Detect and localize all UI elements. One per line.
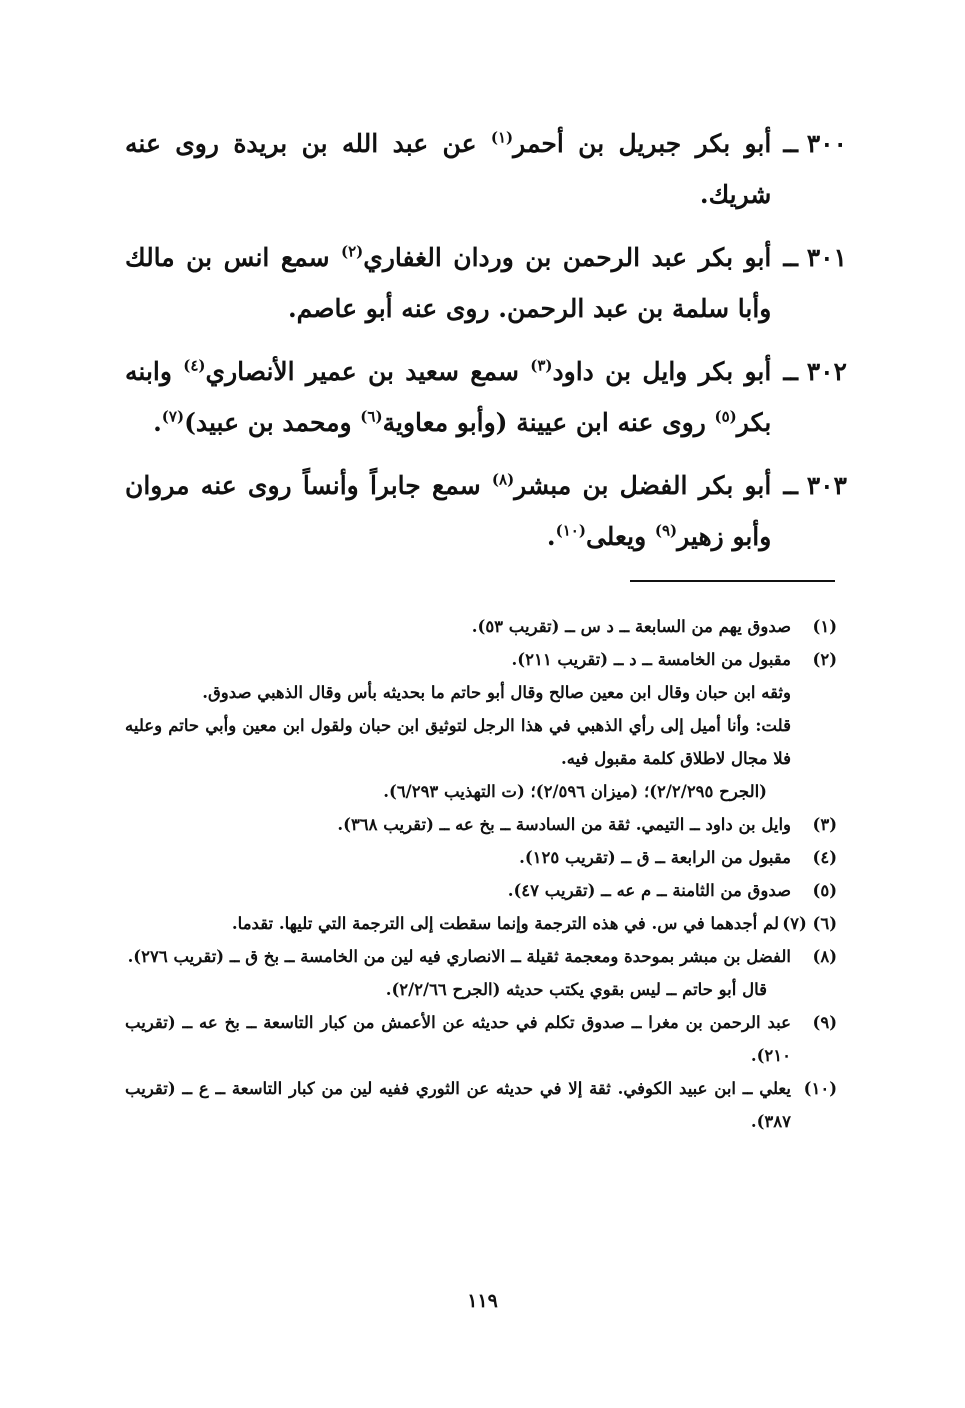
footnote-number: (٥) <box>812 881 837 900</box>
footnote-number: (١٠) <box>803 1079 837 1098</box>
entry-text: أبو بكر جبريل بن أحمر$^{(١)}$ عن عبد الله بن بريدة روى عنه شريك. <box>125 128 772 209</box>
footnote-10 <box>125 1072 837 1138</box>
footnote-number: (٦) (٧) <box>782 914 837 933</box>
footnote-3 <box>125 808 837 841</box>
footnote-number: (٩) <box>812 1013 837 1032</box>
footnote-number: (٣) <box>812 815 837 834</box>
footnote-5 <box>125 874 837 907</box>
entry-303 <box>125 460 847 562</box>
footnote-6-7 <box>125 907 837 940</box>
page-number: ١١٩ <box>467 1290 498 1312</box>
footnote-number: (٤) <box>812 848 837 867</box>
footnote-ref: (٨) <box>491 470 515 489</box>
entry-text: أبو بكر الفضل بن مبشر$^{(٨)}$ سمع جابراً وأنساً روى عنه مروان وأبو زهير$^{(٩)}$ ويعلى$^{(١٠)}$. <box>125 470 772 551</box>
footnote-number: (٢) <box>812 650 837 669</box>
footnote-8-paragraph: قال أبو حاتم ــ ليس بقوي يكتب حديثه (الجرح ٢/٢/٦٦). <box>385 980 767 999</box>
entry-302 <box>125 346 847 448</box>
entry-300 <box>125 118 847 220</box>
entry-text: أبو بكر عبد الرحمن بن وردان الغفاري$^{(٢)}$ سمع انس بن مالك وأبا سلمة بن عبد الرحمن. روى عنه أبو عاصم. <box>125 242 772 323</box>
footnote-text: عبد الرحمن بن مغرا ــ صدوق تكلم في حديثه عن الأعمش من كبار التاسعة ــ بخ عه ــ (تقريب ٢١٠). <box>125 1013 791 1065</box>
footnote-text: مقبول من الرابعة ــ ق ــ (تقريب ١٢٥). <box>519 848 791 867</box>
footnote-ref: (٦) <box>360 407 383 426</box>
footnote-2 <box>125 643 837 676</box>
footnote-1 <box>125 610 837 643</box>
footnote-text: لم أجدهما في س. في هذه الترجمة وإنما سقطت إلى الترجمة التي تليها. تقدما. <box>231 914 779 933</box>
footnote-ref: (٢) <box>340 242 364 261</box>
footnote-2-paragraph: وثقه ابن حبان وقال ابن معين صالح وقال أبو حاتم ما بحديثه بأس وقال الذهبي صدوق. <box>202 683 791 702</box>
footnote-9 <box>125 1006 837 1072</box>
footnote-8 <box>125 940 837 973</box>
footnote-separator <box>630 580 835 582</box>
footnote-ref: (١) <box>490 128 514 147</box>
entry-number: ٣٠٣ ــ <box>783 471 847 500</box>
entry-text: أبو بكر وايل بن داود$^{(٣)}$ سمع سعيد بن عمير الأنصاري$^{(٤)}$ وابنه بكر$^{(٥)}$ روى عنه ابن عيينة (وأبو معاوية$^{(٦)}$ ومحمد بن عبيد)$^{(٧)}$. <box>125 356 772 437</box>
entry-301 <box>125 232 847 334</box>
entry-number: ٣٠٢ ــ <box>783 357 847 386</box>
footnote-ref: (٩) <box>654 521 678 540</box>
footnote-number: (١) <box>812 617 837 636</box>
footnote-2-paragraph: قلت: وأنا أميل إلى رأي الذهبي في هذا الرجل لتوثيق ابن حبان ولقول ابن معين وأبي حاتم وعليه فلا مجال لاطلاق كلمة مقبول فيه. <box>125 716 791 768</box>
biography-entries <box>125 118 847 562</box>
footnotes <box>125 610 837 1138</box>
footnote-text: يعلي ــ ابن عبيد الكوفي. ثقة إلا في حديثه عن الثوري ففيه لين من كبار التاسعة ــ ع ــ (تقريب ٣٨٧). <box>125 1079 791 1131</box>
entry-number: ٣٠١ ــ <box>783 243 847 272</box>
footnote-ref: (٤) <box>183 356 206 375</box>
footnote-text: الفضل بن مبشر بموحدة ومعجمة ثقيلة ــ الانصاري فيه لين من الخامسة ــ بخ ق ــ (تقريب ٢٧٦). <box>127 947 791 966</box>
footnote-ref: (٥) <box>714 407 737 426</box>
footnote-4 <box>125 841 837 874</box>
footnote-number: (٨) <box>812 947 837 966</box>
footnote-ref: (٧) <box>161 407 185 426</box>
footnote-text: وايل بن داود ــ التيمي. ثقة من السادسة ــ بخ عه ــ (تقريب ٣٦٨). <box>337 815 791 834</box>
footnote-text: صدوق من الثامنة ــ م عه ــ (تقريب ٤٧). <box>507 881 791 900</box>
footnote-text: صدوق يهم من السابعة ــ د س ــ (تقريب ٥٣). <box>471 617 791 636</box>
footnote-ref: (١٠) <box>555 521 586 540</box>
footnote-ref: (٣) <box>530 356 553 375</box>
footnote-text: مقبول من الخامسة ــ د ــ (تقريب ٢١١). <box>511 650 791 669</box>
footnote-2-references: (الجرح ٢/٢/٢٩٥)؛ (ميزان ٢/٥٩٦)؛ (ت التهذيب ٦/٢٩٣). <box>383 782 767 801</box>
entry-number: ٣٠٠ ــ <box>783 129 847 158</box>
